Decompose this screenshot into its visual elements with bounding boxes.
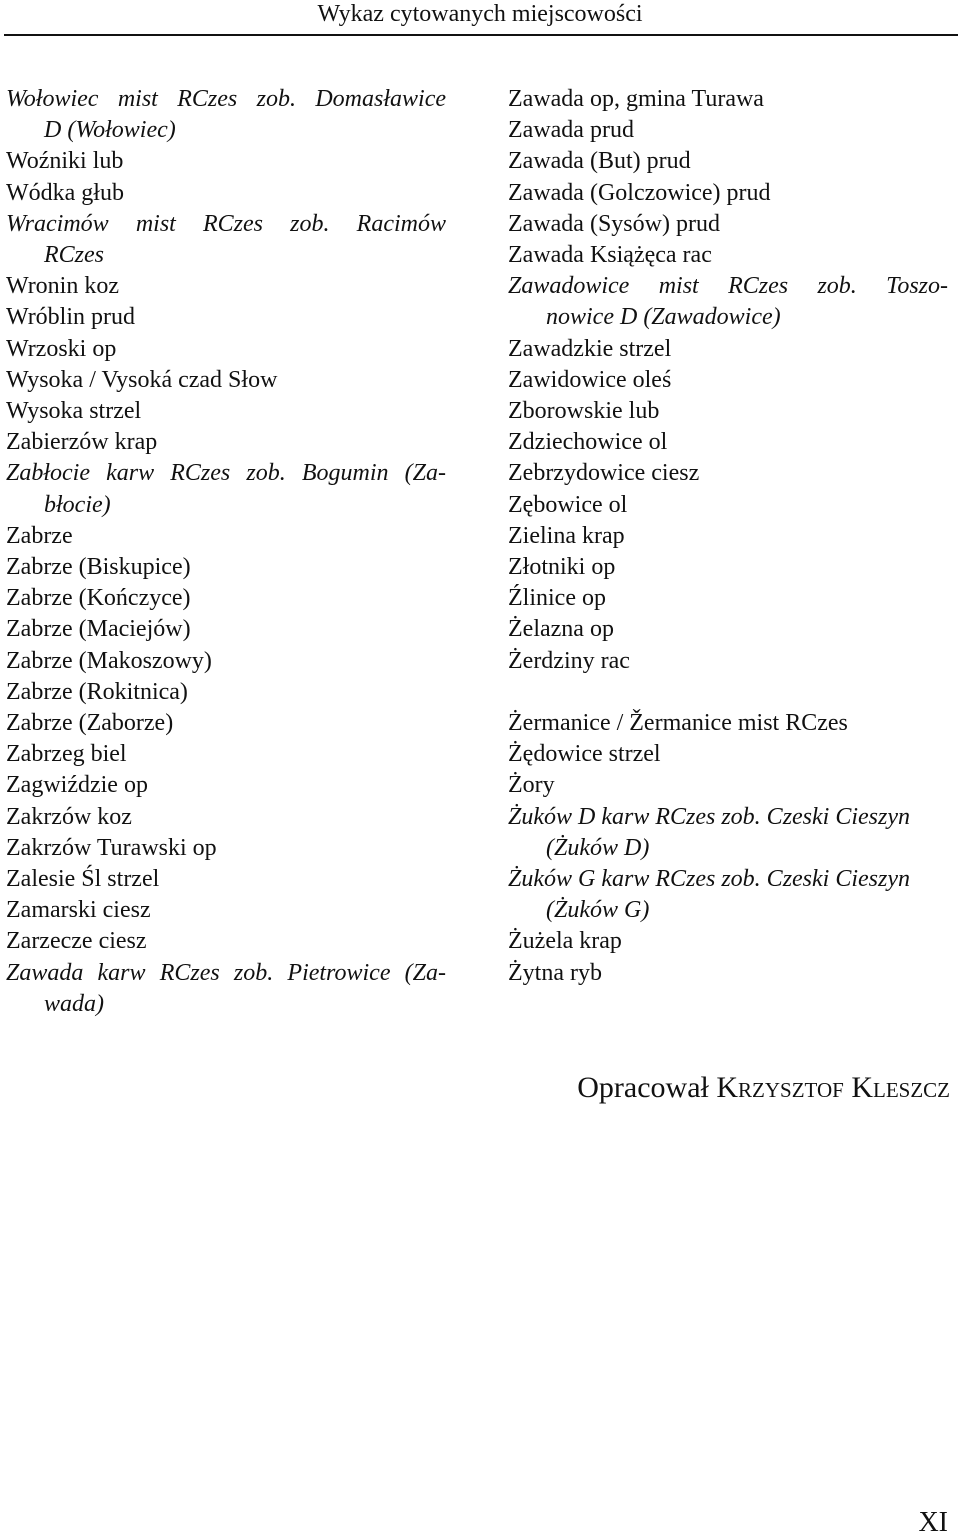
entry-zerdziny: Żerdziny rac [508, 647, 630, 674]
entry-zawada-but: Zawada (But) prud [508, 148, 691, 175]
entry-zakrzow: Zakrzów koz [6, 803, 132, 830]
entry-zielina: Zielina krap [508, 522, 625, 549]
entry-zabrze-zaborze: Zabrze (Zaborze) [6, 710, 174, 737]
entry-zebrzydowice: Zebrzydowice ciesz [508, 460, 700, 487]
entry-zlinice: Źlinice op [508, 585, 606, 612]
entry-zabrze: Zabrze [6, 522, 73, 549]
entry-zablocie: Zabłocie karw RCzes zob. Bogumin (Za- [6, 460, 446, 487]
entry-zakrzow-turawski: Zakrzów Turawski op [6, 834, 217, 861]
entry-zdziechowice: Zdziechowice ol [508, 429, 668, 456]
entry-zawada-golczowice: Zawada (Golczowice) prud [508, 179, 771, 206]
entry-wolowiec: Wołowiec mist RCzes zob. Domasławice [6, 86, 446, 112]
right-column [508, 84, 952, 989]
entry-zabrze-maciejow: Zabrze (Maciejów) [6, 616, 191, 643]
page-number: XI [918, 1507, 948, 1538]
entry-zawadowice-continuation: nowice D (Zawadowice) [546, 304, 781, 331]
entry-zukow-d: Żuków D karw RCzes zob. Czeski Cieszyn [508, 803, 910, 830]
entry-zawada-karw: Zawada karw RCzes zob. Pietrowice (Za- [6, 959, 446, 986]
entry-zebowice: Zębowice ol [508, 491, 628, 518]
compiler-signature [577, 1070, 950, 1106]
header-rule [4, 34, 958, 36]
entry-zukow-g: Żuków G karw RCzes zob. Czeski Cieszyn [508, 866, 910, 893]
entry-zawadowice: Zawadowice mist RCzes zob. Toszo- [508, 273, 948, 300]
entry-zukow-g-continuation: (Żuków G) [546, 897, 650, 924]
entry-zawada-karw-continuation: wada) [44, 990, 104, 1017]
entry-wodka: Wódka głub [6, 179, 124, 206]
entry-zabrze-konczyce: Zabrze (Kończyce) [6, 585, 191, 612]
entry-zabrze-rokitnica: Zabrze (Rokitnica) [6, 678, 188, 705]
entry-zborowskie: Zborowskie lub [508, 398, 660, 425]
entry-zablocie-continuation: błocie) [44, 491, 111, 518]
entry-zamarski: Zamarski ciesz [6, 897, 151, 924]
entry-zedowice: Żędowice strzel [508, 741, 661, 768]
header-title: Wykaz cytowanych miejscowości [317, 1, 643, 27]
entry-zarzecze: Zarzecze ciesz [6, 928, 147, 955]
entry-zory: Żory [508, 772, 555, 799]
section-gap [508, 677, 952, 708]
entry-zawidowice: Zawidowice oleś [508, 366, 672, 393]
entry-zabrzeg: Zabrzeg biel [6, 741, 127, 768]
entry-zukow-d-continuation: (Żuków D) [546, 834, 650, 861]
entry-zawada-sysow: Zawada (Sysów) prud [508, 210, 720, 237]
signature-author: Krzysztof Kleszcz [716, 1071, 950, 1104]
left-column [6, 84, 450, 1020]
entry-wrzoski: Wrzoski op [6, 335, 117, 362]
entry-wolowiec-continuation: D (Wołowiec) [44, 117, 176, 144]
signature-prefix: Opracował [577, 1071, 709, 1104]
entry-zawada-prud: Zawada prud [508, 117, 634, 144]
entry-zuzela: Żużela krap [508, 928, 622, 955]
entry-wozniki: Woźniki lub [6, 148, 124, 175]
entry-wroblin: Wróblin prud [6, 304, 136, 331]
entry-zalesie-sl: Zalesie Śl strzel [6, 866, 160, 893]
entry-zawadzkie: Zawadzkie strzel [508, 335, 672, 362]
entry-wronin: Wronin koz [6, 273, 120, 300]
entry-zlotniki: Złotniki op [508, 554, 616, 581]
entry-zagwizdzie: Zagwiździe op [6, 772, 148, 799]
entry-zermanice: Żermanice / Žermanice mist RCzes [508, 710, 848, 737]
entry-zelazna: Żelazna op [508, 616, 614, 643]
entry-wysoka: Wysoka strzel [6, 398, 142, 425]
entry-zabrze-makoszowy: Zabrze (Makoszowy) [6, 647, 212, 674]
entry-zabierzow: Zabierzów krap [6, 429, 158, 456]
entry-zawada-op: Zawada op, gmina Turawa [508, 86, 764, 112]
entry-wracimow: Wracimów mist RCzes zob. Racimów [6, 210, 446, 237]
entry-wracimow-continuation: RCzes [44, 242, 104, 269]
entry-zytna: Żytna ryb [508, 959, 602, 986]
entry-zawada-ksiazeca: Zawada Książęca rac [508, 242, 712, 269]
entry-zabrze-biskupice: Zabrze (Biskupice) [6, 554, 191, 581]
running-header [0, 0, 960, 28]
entry-wysoka-vysoka: Wysoka / Vysoká czad Słow [6, 366, 278, 393]
